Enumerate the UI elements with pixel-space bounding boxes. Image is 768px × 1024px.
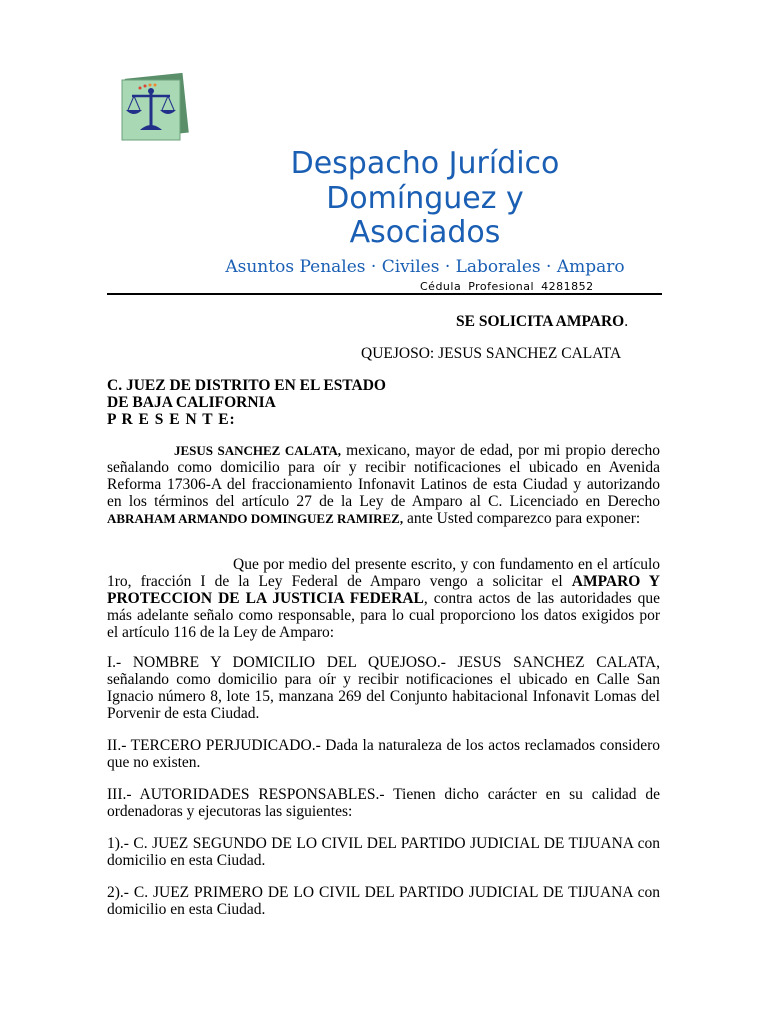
cedula-number: 4281852 — [541, 280, 594, 293]
firm-name-line2: Domínguez y — [326, 181, 524, 216]
header-divider — [107, 293, 662, 295]
address-line2: DE BAJA CALIFORNIA — [107, 394, 276, 411]
solicita-text: SE SOLICITA AMPARO — [456, 313, 625, 330]
para1-text1: mexicano, mayor de edad, por mi propio derecho señalando como domicilio para oír y recibir notificaciones el ubicado en Avenida Reforma 17306-A del fraccionamiento Infonavit Latinos de esta Ciudad y autorizando en los términos del artículo 27 de la Ley de Amparo al C. Licenciado en Derecho — [107, 442, 660, 510]
quejoso-line: QUEJOSO: JESUS SANCHEZ CALATA — [361, 345, 622, 362]
address-line3: P R E S E N T E: — [107, 411, 236, 428]
address-line1: C. JUEZ DE DISTRITO EN EL ESTADO — [107, 377, 386, 394]
section-quejoso: I.- NOMBRE Y DOMICILIO DEL QUEJOSO.- JESUS SANCHEZ CALATA, señalando como domicilio para oír y recibir notificaciones el ubicado en Calle San Ignacio número 8, lote 15, manzana 269 del Conjunto habitacional Infonavit Lomas del Porvenir de esta Ciudad. — [107, 654, 660, 722]
firm-name-line1: Despacho Jurídico — [290, 146, 560, 181]
tagline: Asuntos Penales · Civiles · Laborales · Amparo — [225, 257, 625, 277]
scales-of-justice-icon — [118, 72, 190, 144]
paragraph-solicitud — [107, 556, 660, 641]
authority-item-1: 1).- C. JUEZ SEGUNDO DE LO CIVIL DEL PARTIDO JUDICIAL DE TIJUANA con domicilio en esta Ciudad. — [107, 835, 660, 869]
solicita-punct: . — [624, 313, 629, 330]
para2-text1: Que por medio del presente escrito, y con fundamento en el artículo 1ro, fracción I de la Ley Federal de Amparo vengo a solicitar el — [107, 556, 660, 590]
firm-name-line3: Asociados — [349, 215, 501, 250]
solicita-heading — [456, 313, 628, 330]
cedula-label: Cédula Profesional — [420, 280, 535, 293]
para2-text2: , contra actos de las autoridades que más adelante señalo como responsable, para lo cual proporciono los datos exigidos por el artículo 116 de la Ley de Amparo: — [107, 590, 661, 641]
section-tercero: II.- TERCERO PERJUDICADO.- Dada la naturaleza de los actos reclamados considero que no existen. — [107, 737, 660, 771]
amparo-bold: AMPARO Y PROTECCION DE LA JUSTICIA FEDERAL — [107, 573, 661, 607]
section-autoridades: III.- AUTORIDADES RESPONSABLES.- Tienen dicho carácter en su calidad de ordenadoras y ejecutoras las siguientes: — [107, 786, 660, 820]
para1-text2: ante Usted comparezco para exponer: — [403, 510, 641, 527]
cedula-profesional — [420, 280, 594, 293]
quejoso-name: JESUS SANCHEZ CALATA, — [174, 443, 342, 458]
authority-item-2: 2).- C. JUEZ PRIMERO DE LO CIVIL DEL PARTIDO JUDICIAL DE TIJUANA con domicilio en esta Ciudad. — [107, 884, 660, 918]
paragraph-intro — [107, 442, 660, 527]
lawyer-name: ABRAHAM ARMANDO DOMINGUEZ RAMIREZ, — [107, 511, 404, 526]
